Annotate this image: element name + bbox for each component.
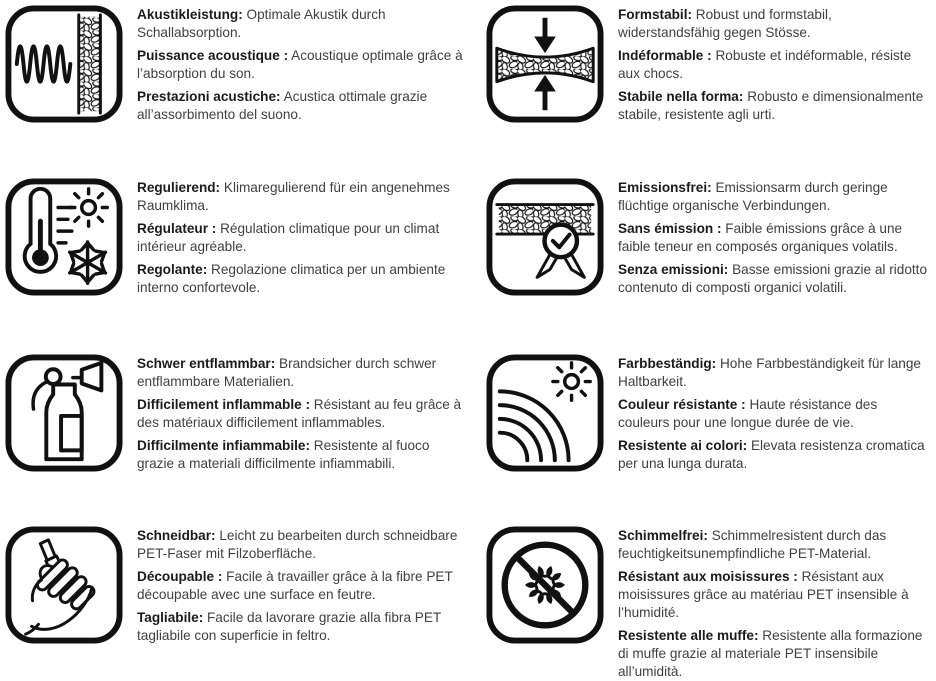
feature-paragraph-it: Difficilmente infiammabile: Resistente al fuoco grazie a materiali difficilmente infiammabili. (137, 438, 430, 471)
feature-paragraph-it: Prestazioni acustiche: Acustica ottimale grazie all’assorbimento del suono. (137, 89, 428, 122)
feature-card-formstabil (468, 0, 936, 170)
feature-paragraph-de: Schwer entflammbar: Brandsicher durch schwer entflammbare Materialien. (137, 356, 437, 389)
hand-cutter-icon (5, 526, 123, 644)
feature-paragraph-it: Senza emissioni: Basse emissioni grazie al ridotto contenuto di composti organici volatili. (618, 262, 928, 295)
feature-texts (618, 526, 932, 680)
feature-texts (137, 526, 464, 680)
feature-texts (618, 5, 932, 170)
feature-paragraph-it: Resistente ai colori: Elevata resistenza cromatica per una lunga durata. (618, 438, 925, 471)
feature-texts (137, 354, 464, 510)
feature-card-schneidbar (0, 510, 468, 680)
feature-texts (618, 178, 932, 340)
feature-paragraph-de: Schneidbar: Leicht zu bearbeiten durch schneidbare PET-Faser mit Filzoberfläche. (137, 528, 458, 561)
feature-paragraph-de: Farbbeständig: Hohe Farbbeständigkeit für lange Haltbarkeit. (618, 356, 921, 389)
feature-paragraph-de: Formstabil: Robust und formstabil, widerstandsfähig gegen Stösse. (618, 7, 832, 40)
feature-paragraph-it: Tagliabile: Facile da lavorare grazie alla fibra PET tagliabile con superficie in feltro. (137, 610, 441, 643)
feature-texts (618, 354, 932, 510)
feature-paragraph-fr: Difficilement inflammable : Résistant au feu grâce à des matériaux difficilement inflammables. (137, 397, 462, 430)
feature-card-schimmelfrei (468, 510, 936, 680)
feature-card-farbbestaendig (468, 340, 936, 510)
feature-texts (137, 5, 464, 170)
feature-paragraph-it: Regolante: Regolazione climatica per un ambiente interno confortevole. (137, 262, 446, 295)
feature-paragraph-it: Resistente alle muffe: Resistente alla formazione di muffe grazie al materiale PET insensibile all’umidità. (618, 628, 923, 679)
compression-resistance-icon (486, 5, 604, 123)
feature-paragraph-fr: Puissance acoustique : Acoustique optimale grâce à l’absorption du son. (137, 48, 463, 81)
sound-absorption-icon (5, 5, 123, 123)
feature-paragraph-fr: Découpable : Facile à travailler grâce à la fibre PET découpable avec une surface en feutre. (137, 569, 453, 602)
feature-paragraph-de: Regulierend: Klimaregulierend für ein angenehmes Raumklima. (137, 180, 450, 213)
feature-paragraph-fr: Résistant aux moisissures : Résistant aux moisissures grâce au matériau PET insensible à l’humidité. (618, 569, 909, 620)
feature-card-emissionsfrei (468, 170, 936, 340)
feature-texts (137, 178, 464, 340)
feature-paragraph-fr: Régulateur : Régulation climatique pour un climat intérieur agréable. (137, 221, 440, 254)
feature-card-akustikleistung (0, 0, 468, 170)
feature-paragraph-de: Emissionsfrei: Emissionsarm durch geringe flüchtige organische Verbindungen. (618, 180, 888, 213)
feature-card-schwer-entflammbar (0, 340, 468, 510)
feature-paragraph-it: Stabile nella forma: Robusto e dimensionalmente stabile, resistente agli urti. (618, 89, 924, 122)
feature-paragraph-fr: Sans émission : Faible émissions grâce à une faible teneur en composés organiques volatils. (618, 221, 903, 254)
climate-regulation-icon (5, 178, 123, 296)
feature-paragraph-fr: Indéformable : Robuste et indéformable, résiste aux chocs. (618, 48, 912, 81)
fire-extinguisher-icon (5, 354, 123, 472)
color-fastness-icon (486, 354, 604, 472)
feature-paragraph-fr: Couleur résistante : Haute résistance des couleurs pour une longue durée de vie. (618, 397, 878, 430)
feature-paragraph-de: Schimmelfrei: Schimmelresistent durch das feuchtigkeitsunempfindliche PET-Material. (618, 528, 887, 561)
no-mold-icon (486, 526, 604, 644)
feature-card-regulierend (0, 170, 468, 340)
feature-paragraph-de: Akustikleistung: Optimale Akustik durch Schallabsorption. (137, 7, 386, 40)
low-emission-certificate-icon (486, 178, 604, 296)
